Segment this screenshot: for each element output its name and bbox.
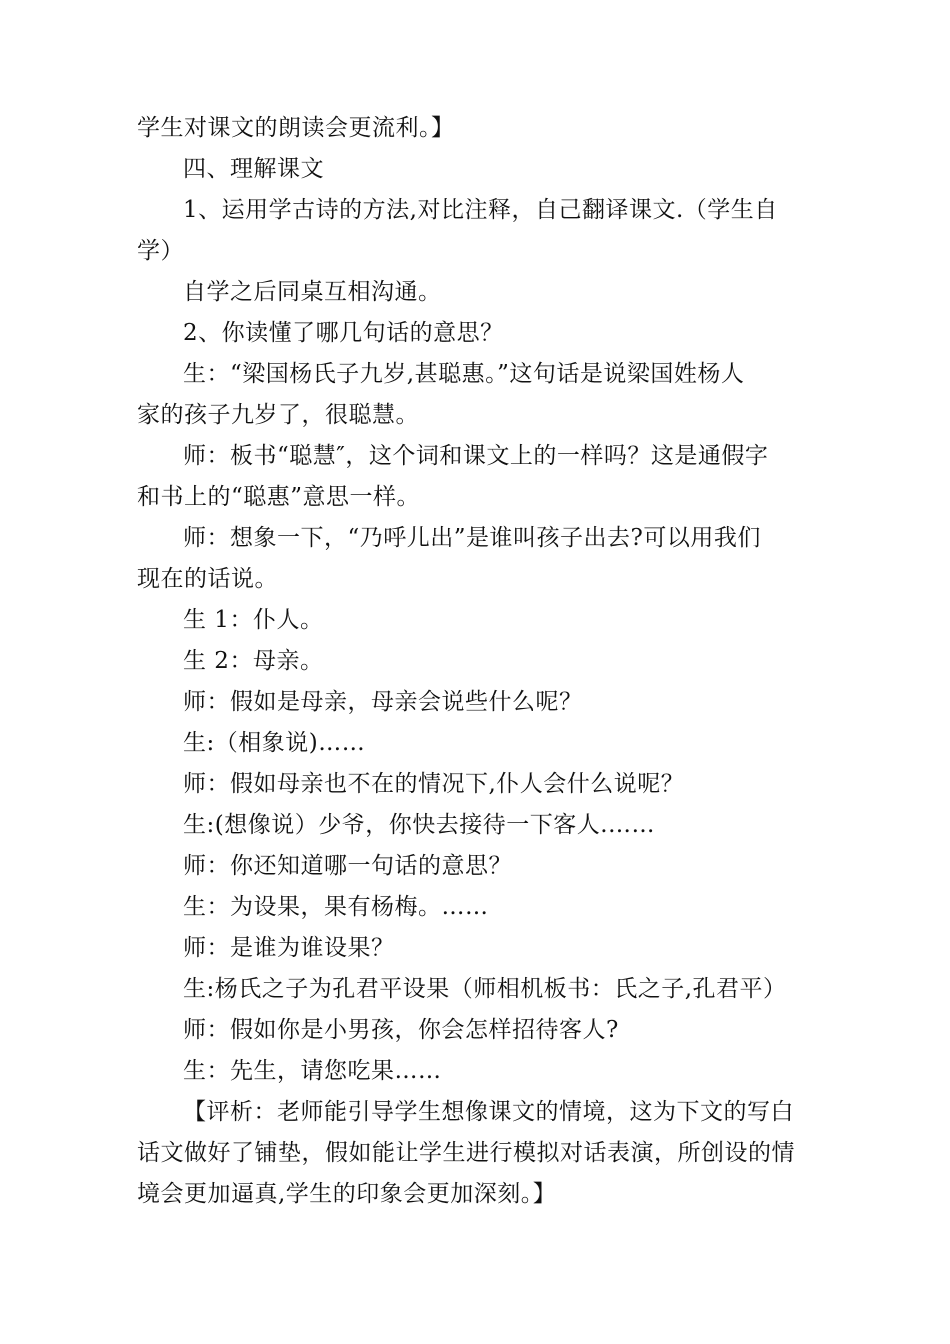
text-line: 师：想象一下，“乃呼儿出”是谁叫孩子出去?可以用我们 — [183, 525, 761, 551]
text-line: 生：先生，请您吃果…… — [183, 1058, 442, 1084]
text-line: 生 1：仆人。 — [183, 607, 324, 633]
text-line: 师：是谁为谁设果？ — [183, 935, 395, 961]
text-line: 2、你读懂了哪几句话的意思？ — [183, 320, 504, 346]
text-line: 生:(想像说）少爷，你快去接待一下客人.…… — [183, 812, 656, 838]
text-line: 师：假如你是小男孩，你会怎样招待客人? — [183, 1017, 619, 1043]
text-line: 【评析：老师能引导学生想像课文的情境，这为下文的写白 — [183, 1099, 794, 1125]
text-line: 生：“梁国杨氏子九岁,甚聪惠。”这句话是说梁国姓杨人 — [183, 361, 745, 387]
text-line: 生 2：母亲。 — [183, 648, 324, 674]
text-line: 生:（相象说)…… — [183, 730, 366, 756]
text-line: 学生对课文的朗读会更流利。】 — [137, 115, 455, 141]
text-line: 话文做好了铺垫，假如能让学生进行模拟对话表演，所创设的情 — [137, 1140, 795, 1166]
text-line: 境会更加逼真,学生的印象会更加深刻。】 — [137, 1181, 557, 1207]
text-line: 四、理解课文 — [183, 156, 324, 182]
text-line: 师：板书“聪慧″，这个词和课文上的一样吗？这是通假字 — [183, 443, 769, 469]
text-line: 现在的话说。 — [137, 566, 278, 592]
text-line: 生：为设果，果有杨梅。…… — [183, 894, 489, 920]
text-line: 师：假如母亲也不在的情况下,仆人会什么说呢？ — [183, 771, 685, 797]
text-line: 师：你还知道哪一句话的意思？ — [183, 853, 512, 879]
text-line: 1、运用学古诗的方法,对比注释，自己翻译课文.（学生自 — [183, 197, 778, 223]
text-line: 自学之后同桌互相沟通。 — [183, 279, 442, 305]
text-line: 和书上的“聪惠”意思一样。 — [137, 484, 421, 510]
document-body — [137, 108, 817, 1215]
text-line: 家的孩子九岁了，很聪慧。 — [137, 402, 419, 428]
text-line: 师：假如是母亲，母亲会说些什么呢？ — [183, 689, 583, 715]
text-line: 学） — [137, 238, 184, 264]
text-line: 生:杨氏之子为孔君平设果（师相机板书：氏之子,孔君平） — [183, 976, 787, 1002]
